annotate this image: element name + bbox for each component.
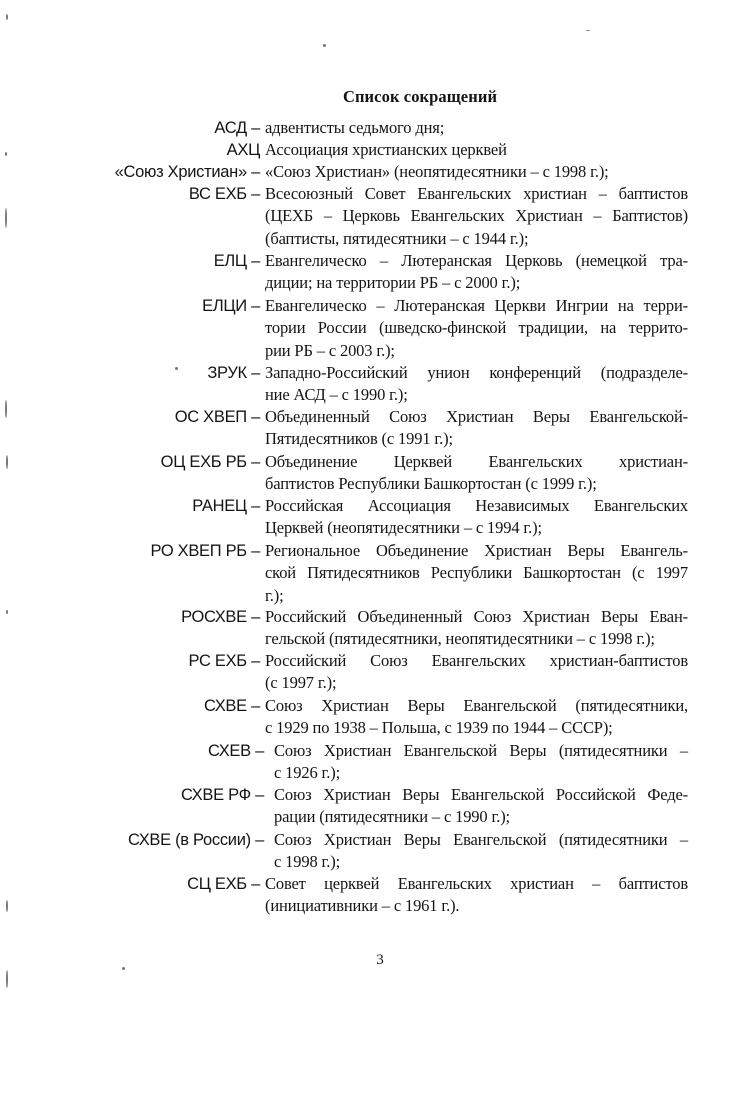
abbreviation-definition — [265, 362, 688, 407]
abbreviation-term: ОЦ ЕХБ РБ – — [160, 453, 260, 471]
definition-line: баптистов Республики Башкортостан (с 1999 г.); — [265, 474, 597, 494]
scan-speck — [6, 455, 8, 469]
definition-line: (с 1997 г.); — [265, 673, 337, 693]
definition-line: Пятидесятников (с 1991 г.); — [265, 429, 453, 449]
definition-line: «Союз Христиан» (неопятидесятники – с 1998 г.); — [265, 162, 609, 181]
abbreviation-definition — [265, 873, 688, 918]
abbreviation-term: СЦ ЕХБ – — [187, 875, 260, 893]
abbreviation-definition — [265, 451, 688, 496]
definition-line: Союз Христиан Веры Евангельской Российской Феде- — [274, 785, 688, 804]
definition-line: Союз Христиан Веры Евангельской (пятидесятники, — [265, 696, 688, 715]
abbreviation-term: РОСХВЕ – — [181, 608, 260, 626]
scan-speck — [6, 970, 8, 988]
abbreviation-term: СХВЕ (в России) – — [128, 831, 264, 849]
abbreviation-definition — [265, 139, 688, 161]
abbreviation-term: ЕЛЦ – — [213, 252, 260, 270]
definition-line: Совет церквей Евангельских христиан – баптистов — [265, 874, 688, 893]
abbreviation-term: «Союз Христиан» – — [114, 163, 260, 181]
definition-line: Российская Ассоциация Независимых Евангельских — [265, 496, 688, 515]
abbreviation-definition — [265, 161, 688, 183]
abbreviation-definition — [265, 695, 688, 740]
abbreviation-definition — [265, 406, 688, 451]
abbreviation-term: ЗРУК – — [207, 364, 260, 382]
definition-line: рии РБ – с 2003 г.); — [265, 340, 395, 360]
definition-line: Российский Союз Евангельских христиан-баптистов — [265, 651, 688, 670]
abbreviation-definition — [274, 740, 688, 785]
abbreviation-term: РС ЕХБ – — [188, 652, 260, 670]
abbreviation-term: РО ХВЕП РБ – — [150, 542, 260, 560]
definition-line: Союз Христиан Евангельской Веры (пятидесятники – — [274, 741, 688, 760]
abbreviation-term: СХВЕ РФ – — [180, 786, 264, 804]
abbreviation-definition — [265, 650, 688, 695]
scan-speck — [6, 610, 8, 614]
scan-speck — [5, 208, 7, 228]
abbreviation-definition — [265, 495, 688, 540]
definition-line: (инициативники – с 1961 г.). — [265, 896, 460, 916]
scan-speck — [122, 967, 125, 970]
scan-speck — [6, 14, 8, 20]
abbreviation-definition — [265, 540, 688, 607]
abbreviation-term: ВС ЕХБ – — [188, 185, 260, 203]
abbreviation-term: АХЦ — [226, 141, 260, 159]
page-title: Список сокращений — [342, 87, 498, 106]
definition-line: с 1929 по 1938 – Польша, с 1939 по 1944 – СССР); — [265, 718, 613, 738]
abbreviation-definition — [265, 295, 688, 362]
definition-line: ской Пятидесятников Республики Башкортостан (с 1997 — [265, 563, 688, 583]
definition-line: с 1926 г.); — [274, 763, 341, 783]
definition-line: Всесоюзный Совет Евангельских христиан – баптистов — [265, 184, 688, 203]
abbreviation-definition — [274, 829, 688, 874]
definition-line: Российский Объединенный Союз Христиан Веры Еван- — [265, 607, 688, 626]
page-number: 3 — [376, 952, 384, 968]
abbreviation-definition — [265, 606, 688, 651]
definition-line: Евангелическо – Лютеранская Церковь (немецкой тра- — [265, 251, 688, 270]
definition-line: Ассоциация христианских церквей — [265, 140, 507, 159]
definition-line: Объединение Церквей Евангельских христиан- — [265, 452, 688, 471]
scan-speck — [175, 367, 178, 370]
abbreviation-term: ЕЛЦИ – — [202, 297, 260, 315]
definition-line: диции; на территории РБ – с 2000 г.); — [265, 273, 521, 293]
definition-line: (ЦЕХБ – Церковь Евангельских Христиан – Баптистов) — [265, 206, 688, 226]
abbreviation-term: СХВЕ – — [204, 697, 260, 715]
definition-line: Союз Христиан Веры Евангельской (пятидесятники – — [274, 830, 688, 849]
definition-line: ние АСД – с 1990 г.); — [265, 385, 408, 405]
scan-speck — [323, 44, 326, 47]
scan-speck — [6, 900, 8, 912]
definition-line: Объединенный Союз Христиан Веры Евангельской- — [265, 407, 688, 426]
abbreviation-term: СХЕВ – — [208, 742, 264, 760]
definition-line: с 1998 г.); — [274, 852, 341, 872]
definition-line: Региональное Объединение Христиан Веры Евангель- — [265, 541, 688, 560]
definition-line: г.); — [265, 585, 284, 605]
definition-line: тории России (шведско-финской традиции, на террито- — [265, 318, 688, 338]
abbreviation-definition — [265, 117, 688, 139]
definition-line: адвентисты седьмого дня; — [265, 118, 445, 137]
definition-line: Западно-Российский унион конференций (подразделе- — [265, 363, 688, 382]
abbreviation-term: РАНЕЦ – — [192, 497, 260, 515]
abbreviation-definition — [265, 183, 688, 250]
definition-line: рации (пятидесятники – с 1990 г.); — [274, 807, 510, 827]
scan-speck — [586, 30, 590, 31]
scan-speck — [5, 400, 7, 418]
definition-line: Церквей (неопятидесятники – с 1994 г.); — [265, 518, 542, 538]
abbreviation-term: АСД – — [214, 119, 260, 137]
abbreviation-definition — [274, 784, 688, 829]
scan-speck — [5, 152, 7, 156]
definition-line: Евангелическо – Лютеранская Церкви Ингрии на терри- — [265, 296, 688, 315]
abbreviation-definition — [265, 250, 688, 295]
abbreviation-term: ОС ХВЕП – — [174, 408, 260, 426]
definition-line: (баптисты, пятидесятники – с 1944 г.); — [265, 228, 529, 248]
definition-line: гельской (пятидесятники, неопятидесятники – с 1998 г.); — [265, 629, 655, 649]
